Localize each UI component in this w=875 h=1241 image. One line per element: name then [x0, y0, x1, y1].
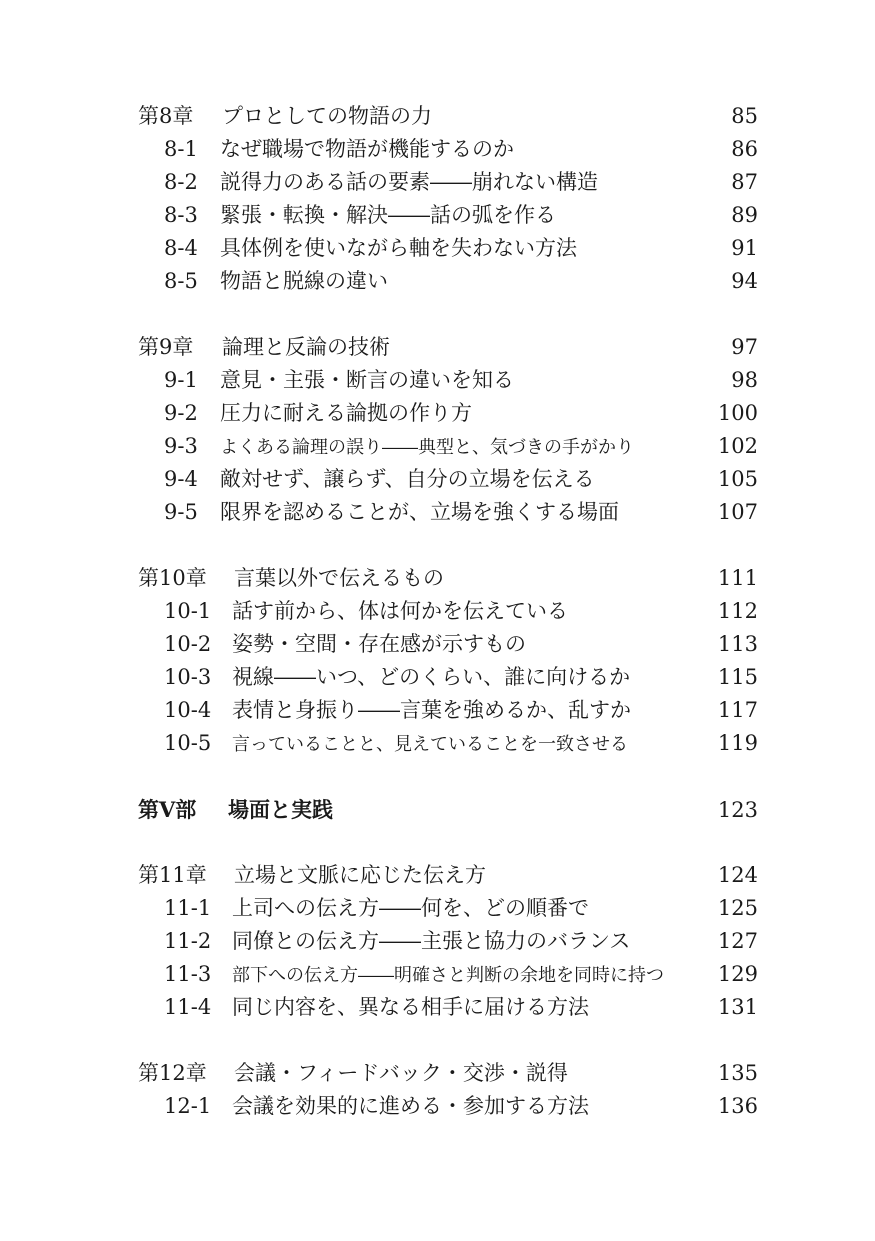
section-title: 圧力に耐える論拠の作り方	[220, 401, 472, 425]
section-number: 9-3	[164, 434, 198, 458]
section-number: 11-3	[164, 962, 212, 986]
page-number: 98	[731, 368, 758, 392]
page-number: 136	[717, 1094, 758, 1118]
spacer	[138, 298, 758, 331]
spacer	[138, 826, 758, 859]
toc-section-11-3	[138, 958, 758, 991]
section-number: 9-2	[164, 401, 198, 425]
section-title: 表情と身振り――言葉を強めるか、乱すか	[232, 698, 631, 722]
part-title: 場面と実践	[228, 797, 333, 822]
page-number: 89	[731, 203, 758, 227]
part-number: 第Ⅴ部	[138, 797, 197, 822]
page-number: 87	[731, 170, 758, 194]
section-title: 具体例を使いながら軸を失わない方法	[220, 236, 577, 260]
section-title: よくある論理の誤り――典型と、気づきの手がかり	[220, 437, 634, 458]
toc-section-8-2	[138, 166, 758, 199]
section-title: 視線――いつ、どのくらい、誰に向けるか	[232, 665, 631, 689]
toc-chapter-11	[138, 859, 758, 892]
section-number: 8-3	[164, 203, 198, 227]
chapter-number: 第12章	[138, 1061, 207, 1085]
section-number: 8-5	[164, 269, 198, 293]
section-title: 同僚との伝え方――主張と協力のバランス	[232, 929, 631, 953]
chapter-number: 第11章	[138, 863, 207, 887]
section-title: 限界を認めることが、立場を強くする場面	[220, 500, 619, 524]
toc-section-9-1	[138, 364, 758, 397]
chapter-title: 言葉以外で伝えるもの	[234, 566, 444, 590]
toc-section-9-2	[138, 397, 758, 430]
section-title: 同じ内容を、異なる相手に届ける方法	[232, 995, 589, 1019]
section-number: 10-5	[164, 731, 212, 755]
chapter-title: 立場と文脈に応じた伝え方	[234, 863, 486, 887]
page-number: 91	[731, 236, 758, 260]
page-number: 85	[731, 104, 758, 128]
toc-section-9-4	[138, 463, 758, 496]
toc-chapter-9	[138, 331, 758, 364]
page-number: 111	[717, 566, 758, 590]
section-title: 緊張・転換・解決――話の弧を作る	[220, 203, 556, 227]
section-title: 意見・主張・断言の違いを知る	[220, 368, 514, 392]
toc-section-10-4	[138, 694, 758, 727]
toc-section-11-1	[138, 892, 758, 925]
section-title: 部下への伝え方――明確さと判断の余地を同時に持つ	[232, 965, 664, 986]
chapter-title: 会議・フィードバック・交渉・説得	[234, 1061, 568, 1085]
section-number: 10-1	[164, 599, 212, 623]
page-number: 100	[717, 401, 758, 425]
section-title: 話す前から、体は何かを伝えている	[232, 599, 568, 623]
section-number: 8-4	[164, 236, 198, 260]
toc-section-10-2	[138, 628, 758, 661]
section-number: 9-1	[164, 368, 198, 392]
section-number: 8-2	[164, 170, 198, 194]
toc-chapter-8	[138, 100, 758, 133]
section-title: 説得力のある話の要素――崩れない構造	[220, 170, 598, 194]
page-number: 119	[717, 731, 758, 755]
toc-section-10-5	[138, 727, 758, 760]
section-title: なぜ職場で物語が機能するのか	[220, 137, 514, 161]
toc-part-5	[138, 793, 758, 826]
toc-section-8-4	[138, 232, 758, 265]
toc-section-9-3	[138, 430, 758, 463]
toc-chapter-12	[138, 1057, 758, 1090]
page-number: 97	[731, 335, 758, 359]
chapter-number: 第8章	[138, 104, 194, 128]
chapter-title: 論理と反論の技術	[222, 335, 390, 359]
section-number: 9-5	[164, 500, 198, 524]
page-number: 129	[717, 962, 758, 986]
section-number: 11-1	[164, 896, 212, 920]
section-number: 11-4	[164, 995, 212, 1019]
page-number: 115	[717, 665, 758, 689]
section-title: 敵対せず、譲らず、自分の立場を伝える	[220, 467, 595, 491]
section-title: 言っていることと、見えていることを一致させる	[232, 734, 628, 755]
page-number: 127	[717, 929, 758, 953]
toc-section-11-2	[138, 925, 758, 958]
section-title: 姿勢・空間・存在感が示すもの	[232, 632, 526, 656]
spacer	[138, 529, 758, 562]
toc-section-8-3	[138, 199, 758, 232]
toc-section-8-1	[138, 133, 758, 166]
page-number: 123	[717, 798, 758, 822]
page-number: 113	[717, 632, 758, 656]
section-number: 11-2	[164, 929, 212, 953]
section-number: 12-1	[164, 1094, 212, 1118]
toc-section-8-5	[138, 265, 758, 298]
chapter-number: 第10章	[138, 566, 207, 590]
chapter-number: 第9章	[138, 335, 194, 359]
section-number: 9-4	[164, 467, 198, 491]
page-number: 86	[731, 137, 758, 161]
page-number: 131	[717, 995, 758, 1019]
page-number: 112	[717, 599, 758, 623]
toc-section-11-4	[138, 991, 758, 1024]
section-number: 10-3	[164, 665, 212, 689]
page-number: 135	[717, 1061, 758, 1085]
spacer	[138, 760, 758, 793]
toc-section-10-1	[138, 595, 758, 628]
chapter-title: プロとしての物語の力	[222, 104, 432, 128]
table-of-contents	[138, 100, 758, 1123]
toc-section-10-3	[138, 661, 758, 694]
section-number: 8-1	[164, 137, 198, 161]
toc-section-12-1	[138, 1090, 758, 1123]
page-number: 124	[717, 863, 758, 887]
section-title: 物語と脱線の違い	[220, 269, 388, 293]
section-title: 会議を効果的に進める・参加する方法	[232, 1094, 589, 1118]
page-number: 107	[717, 500, 758, 524]
page-number: 94	[731, 269, 758, 293]
page-number: 125	[717, 896, 758, 920]
toc-chapter-10	[138, 562, 758, 595]
spacer	[138, 1024, 758, 1057]
page-number: 102	[717, 434, 758, 458]
section-number: 10-4	[164, 698, 212, 722]
section-number: 10-2	[164, 632, 212, 656]
section-title: 上司への伝え方――何を、どの順番で	[232, 896, 589, 920]
toc-section-9-5	[138, 496, 758, 529]
page-number: 105	[717, 467, 758, 491]
page-number: 117	[717, 698, 758, 722]
